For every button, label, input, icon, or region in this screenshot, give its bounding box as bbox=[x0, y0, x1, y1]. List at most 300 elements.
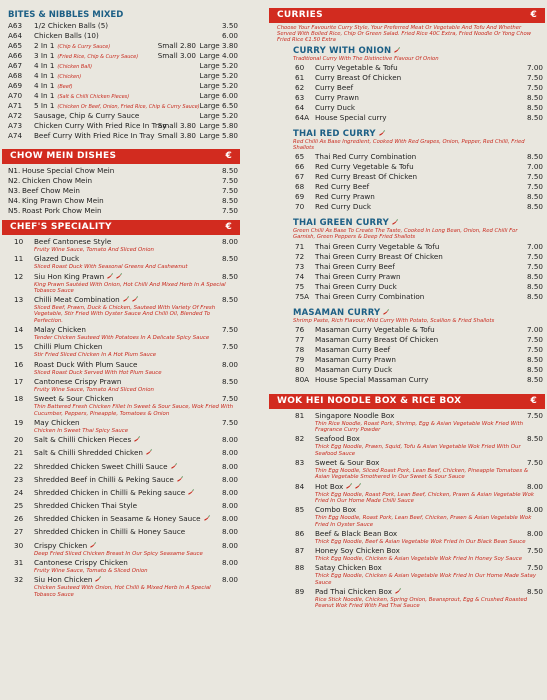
item-name: Roast Pork Chow Mein bbox=[22, 206, 102, 215]
menu-item bbox=[14, 475, 240, 485]
item-code: A70 bbox=[8, 91, 23, 100]
item-code: 66 bbox=[295, 162, 305, 172]
item-name: Cantonese Crispy Chicken bbox=[34, 557, 128, 567]
menu-item bbox=[295, 252, 545, 262]
item-code: 80 bbox=[295, 364, 305, 374]
menu-item bbox=[14, 501, 240, 511]
item-code: 70 bbox=[295, 202, 305, 212]
menu-item bbox=[14, 254, 240, 264]
item-name: Salt & Chilli Shredded Chicken bbox=[34, 448, 152, 458]
item-price: 8.00 bbox=[221, 237, 238, 246]
menu-item bbox=[295, 434, 545, 444]
item-code: 80A bbox=[295, 374, 310, 384]
item-price: 8.00 bbox=[221, 474, 238, 484]
menu-item bbox=[295, 292, 545, 302]
item-price: Large 6.50 bbox=[199, 101, 238, 110]
item-code: 30 bbox=[14, 540, 24, 550]
item-code: 22 bbox=[14, 461, 24, 471]
menu-item bbox=[14, 527, 240, 537]
section-description: Shrimp Paste, Rich Flavour, Mild Curry With Potato, Scallion & Fried Shallots bbox=[293, 317, 495, 324]
section-description: Green Chilli As Base To Create The Taste, Cooked In Long Bean, Onion, Red Chilli For Garnish, Green Peppers & Deep Fried Shallots bbox=[293, 228, 518, 241]
item-name: Salt & Chilli Chicken Pieces bbox=[34, 435, 140, 445]
item-name: Thai Green Curry Beef bbox=[315, 261, 395, 271]
menu-entry bbox=[14, 435, 240, 445]
wok-hei-band bbox=[269, 394, 545, 409]
item-name: Beef Chow Mein bbox=[22, 186, 80, 195]
menu-item bbox=[8, 31, 240, 41]
item-description: Sliced Roast Duck Served With Hot Plum Sauce bbox=[34, 369, 162, 376]
item-code: A69 bbox=[8, 81, 23, 90]
item-name: Curry Beef bbox=[315, 82, 354, 92]
menu-item bbox=[14, 377, 240, 387]
menu-entry bbox=[295, 505, 545, 528]
item-price: 8.50 bbox=[221, 295, 238, 305]
menu-item bbox=[14, 272, 240, 282]
item-code: 27 bbox=[14, 527, 24, 537]
item-price: 8.50 bbox=[526, 434, 543, 444]
bites-list bbox=[2, 21, 240, 141]
menu-item bbox=[295, 529, 545, 539]
item-description: Thick Egg Noodle, Chicken & Asian Vegetable Wok Fried In Our Home Made Satay Sauce bbox=[315, 573, 537, 586]
item-name: Red Curry Prawn bbox=[315, 192, 375, 202]
item-price: 7.50 bbox=[526, 410, 543, 420]
item-inline-note: (Beef) bbox=[57, 84, 73, 90]
item-description: Thin Egg Noodle, Roast Pork, Lean Beef, Chicken, Prawn & Asian Vegetable Wok Fried In Oyster Sauce bbox=[315, 515, 532, 528]
small-price: Small 2.80 bbox=[157, 41, 196, 50]
menu-entry bbox=[14, 501, 240, 511]
item-code: 87 bbox=[295, 546, 305, 556]
euro-sign: € bbox=[225, 222, 232, 232]
menu-entry bbox=[14, 448, 240, 458]
item-code: 82 bbox=[295, 434, 305, 444]
item-code: 64 bbox=[295, 102, 305, 112]
item-code: 19 bbox=[14, 417, 24, 427]
item-code: 84 bbox=[295, 481, 305, 491]
item-name: Red Curry Beef bbox=[315, 182, 370, 192]
item-code: A65 bbox=[8, 41, 23, 50]
item-price: 7.50 bbox=[526, 82, 543, 92]
menu-item bbox=[295, 152, 545, 162]
menu-item bbox=[295, 587, 545, 597]
section-title-text: THAI GREEN CURRY bbox=[293, 218, 389, 229]
item-price: 8.00 bbox=[526, 528, 543, 538]
item-code: 73 bbox=[295, 261, 305, 271]
item-name: Thai Green Curry Breast Of Chicken bbox=[315, 251, 443, 261]
item-price: 6.00 bbox=[221, 31, 238, 40]
item-inline-note: (Chip & Curry Sauce) bbox=[57, 44, 111, 50]
chili-pepper-icon bbox=[176, 476, 183, 483]
item-price: 8.50 bbox=[221, 376, 238, 386]
item-price: 3.50 bbox=[221, 21, 238, 30]
item-name: Thai Red Curry Combination bbox=[315, 152, 417, 162]
euro-sign: € bbox=[225, 151, 232, 161]
item-name: May Chicken bbox=[34, 417, 80, 427]
chili-pepper-icon bbox=[203, 515, 210, 522]
item-code: A73 bbox=[8, 121, 23, 130]
menu-item bbox=[14, 541, 240, 551]
item-name: 4 In 1 (Chicken Ball) bbox=[34, 61, 93, 70]
item-price: 8.00 bbox=[221, 487, 238, 497]
item-name: 5 In 1 (Chicken Or Beef, Onion, Fried Rice, Chip & Curry Sauce) bbox=[34, 101, 200, 110]
item-name: Cantonese Crispy Prawn bbox=[34, 376, 122, 386]
chefs-speciality-band-title: CHEF'S SPECIALITY bbox=[10, 222, 112, 232]
item-price: Large 6.00 bbox=[199, 91, 238, 100]
item-price: Large 5.20 bbox=[199, 81, 238, 90]
item-name: Chicken Curry With Fried Rice In Tray bbox=[34, 121, 167, 130]
euro-sign: € bbox=[530, 10, 537, 20]
item-price: 7.50 bbox=[221, 325, 238, 335]
chili-pepper-icon bbox=[354, 483, 361, 490]
chefs-speciality-band bbox=[2, 220, 240, 235]
chili-pepper-icon bbox=[106, 273, 113, 280]
item-code: 69 bbox=[295, 192, 305, 202]
item-name: Siu Hon King Prawn bbox=[34, 272, 122, 282]
menu-item bbox=[14, 394, 240, 404]
item-code: 85 bbox=[295, 505, 305, 515]
item-price: 8.50 bbox=[221, 196, 238, 205]
menu-entry bbox=[295, 482, 545, 505]
menu-item bbox=[14, 462, 240, 472]
item-name: Red Curry Breast Of Chicken bbox=[315, 172, 418, 182]
menu-entry bbox=[14, 342, 240, 358]
item-price: 7.50 bbox=[221, 394, 238, 404]
chili-pepper-icon bbox=[394, 588, 401, 595]
item-code: 14 bbox=[14, 325, 24, 335]
small-price: Small 3.00 bbox=[157, 51, 196, 60]
chili-pepper-icon bbox=[345, 483, 352, 490]
item-code: N3. bbox=[8, 186, 21, 195]
menu-item bbox=[14, 448, 240, 458]
item-name: Masaman Curry Beef bbox=[315, 344, 391, 354]
menu-entry bbox=[295, 563, 545, 586]
item-name: Shredded Chicken in Chilli & Peking sauce bbox=[34, 488, 194, 498]
menu-entry bbox=[14, 475, 240, 485]
item-name: Pad Thai Chicken Box bbox=[315, 587, 401, 597]
item-price: 7.00 bbox=[526, 241, 543, 251]
chili-pepper-icon bbox=[187, 489, 194, 496]
item-price: 8.50 bbox=[526, 202, 543, 212]
item-code: 77 bbox=[295, 334, 305, 344]
item-name: Chilli Plum Chicken bbox=[34, 342, 103, 352]
item-price: 8.50 bbox=[526, 102, 543, 112]
item-name: Sweet & Sour Box bbox=[315, 458, 380, 468]
item-price: 8.50 bbox=[526, 364, 543, 374]
item-code: A68 bbox=[8, 71, 23, 80]
item-price: 7.50 bbox=[526, 344, 543, 354]
menu-item bbox=[14, 514, 240, 524]
item-price: 8.50 bbox=[526, 92, 543, 102]
item-price: 8.50 bbox=[526, 586, 543, 596]
item-description: Chicken In Sweet Thai Spicy Sauce bbox=[34, 427, 129, 434]
item-description: Stir Fried Sliced Chicken In A Hot Plum Sauce bbox=[34, 352, 157, 359]
wok-hei-list bbox=[269, 409, 545, 610]
section-description: Red Chilli As Base Ingredient, Cooked With Red Grapes, Onion, Pepper, Red Chilli, Fried Shallots bbox=[293, 138, 525, 152]
item-name: Thai Green Curry Combination bbox=[315, 291, 425, 301]
item-price: 8.00 bbox=[221, 435, 238, 445]
menu-item bbox=[295, 202, 545, 212]
item-description: Thick Egg Noodle, Prawn, Squid, Tofu & Asian Vegetable Wok Fried With Our Seafood Sauce bbox=[315, 444, 521, 457]
item-code: 75A bbox=[295, 291, 310, 301]
item-code: 76 bbox=[295, 324, 305, 334]
chili-pepper-icon bbox=[89, 542, 96, 549]
item-price: Large 3.80 bbox=[199, 41, 238, 50]
item-inline-note: (Chicken Or Beef, Onion, Fried Rice, Chip & Curry Sauce) bbox=[57, 104, 200, 110]
menu-item bbox=[295, 546, 545, 556]
menu-item bbox=[8, 186, 240, 196]
menu-item bbox=[295, 482, 545, 492]
item-price: 7.50 bbox=[221, 206, 238, 215]
menu-item bbox=[8, 206, 240, 216]
chili-pepper-icon bbox=[94, 576, 101, 583]
item-code: 86 bbox=[295, 528, 305, 538]
item-price: 7.50 bbox=[526, 261, 543, 271]
item-name: Thai Green Curry Prawn bbox=[315, 271, 401, 281]
menu-item bbox=[8, 21, 240, 31]
item-price: Large 4.00 bbox=[199, 51, 238, 60]
menu-entry bbox=[295, 434, 545, 457]
item-price: 8.00 bbox=[526, 505, 543, 515]
item-code: 81 bbox=[295, 410, 305, 420]
item-code: 26 bbox=[14, 514, 24, 524]
item-code: 20 bbox=[14, 435, 24, 445]
chili-pepper-icon bbox=[133, 436, 140, 443]
item-code: 13 bbox=[14, 295, 24, 305]
item-price: 8.00 bbox=[221, 527, 238, 537]
item-name: Crispy Chicken bbox=[34, 541, 96, 551]
menu-item bbox=[295, 262, 545, 272]
item-name: House Special Massaman Curry bbox=[315, 374, 429, 384]
menu-item bbox=[8, 131, 240, 141]
menu-item bbox=[14, 418, 240, 428]
item-name: 4 In 1 (Chicken) bbox=[34, 71, 82, 80]
menu-item bbox=[295, 83, 545, 93]
item-code: 25 bbox=[14, 501, 24, 511]
item-description: Thick Egg Noodle, Beef & Asian Vegetable Wok Fried In Our Black Bean Sauce bbox=[315, 538, 526, 545]
item-code: N1. bbox=[8, 166, 21, 175]
menu-entry bbox=[295, 411, 545, 434]
item-description: Sliced Roast Duck With Seasonal Greens And Cashewnut bbox=[34, 264, 188, 271]
item-price: 8.00 bbox=[221, 514, 238, 524]
item-code: 23 bbox=[14, 474, 24, 484]
menu-item bbox=[14, 360, 240, 370]
item-code: A66 bbox=[8, 51, 23, 60]
item-name: 4 In 1 (Beef) bbox=[34, 81, 73, 90]
item-name: Masaman Curry Breast Of Chicken bbox=[315, 334, 439, 344]
item-code: N5. bbox=[8, 206, 21, 215]
chili-pepper-icon bbox=[145, 449, 152, 456]
item-name: Singapore Noodle Box bbox=[315, 410, 395, 420]
small-price: Small 3.80 bbox=[157, 121, 196, 130]
item-price: 7.50 bbox=[526, 72, 543, 82]
item-price: 7.50 bbox=[221, 342, 238, 352]
section-title-text: MASAMAN CURRY bbox=[293, 307, 381, 318]
right-column bbox=[269, 0, 545, 611]
item-code: 12 bbox=[14, 271, 24, 281]
item-code: A67 bbox=[8, 61, 23, 70]
item-price: 8.00 bbox=[221, 575, 238, 585]
menu-item bbox=[14, 295, 240, 305]
chili-pepper-icon bbox=[382, 309, 389, 316]
item-name: Siu Hon Chicken bbox=[34, 575, 101, 585]
chili-pepper-icon bbox=[170, 463, 177, 470]
item-name: Sweet & Sour Chicken bbox=[34, 394, 114, 404]
menu-item bbox=[8, 91, 240, 101]
chefs-list bbox=[2, 235, 240, 598]
menu-entry bbox=[14, 254, 240, 270]
chili-pepper-icon bbox=[391, 219, 398, 226]
item-name: Seafood Box bbox=[315, 434, 360, 444]
item-name: House Special curry bbox=[315, 112, 387, 122]
menu-item bbox=[14, 325, 240, 335]
item-name: King Prawn Chow Mein bbox=[22, 196, 104, 205]
menu-item bbox=[295, 242, 545, 252]
item-price: 8.00 bbox=[526, 481, 543, 491]
item-description: Rice Stick Noodle, Chicken, Spring Onion, Beansprout, Egg & Crushed Roasted Peanut Wok Fried With Pad Thai Sauce bbox=[315, 596, 528, 610]
item-price: Large 5.20 bbox=[199, 61, 238, 70]
item-price: 8.00 bbox=[221, 540, 238, 550]
section-title-text: THAI RED CURRY bbox=[293, 128, 376, 139]
item-description: Fruity Wine Sauce, Tomato And Sliced Onion bbox=[34, 386, 154, 393]
item-code: 10 bbox=[14, 237, 24, 246]
item-description: Thick Egg Noodle, Roast Pork, Lean Beef, Chicken, Prawn & Asian Vegetable Wok Fried In Our Home Made Chilli Sauce bbox=[315, 491, 534, 504]
menu-item bbox=[295, 335, 545, 345]
item-code: 72 bbox=[295, 251, 305, 261]
item-name: 1/2 Chicken Balls (5) bbox=[34, 21, 109, 30]
menu-item bbox=[295, 458, 545, 468]
item-name: Chicken Balls (10) bbox=[34, 31, 99, 40]
menu-item bbox=[295, 345, 545, 355]
menu-entry bbox=[14, 462, 240, 472]
menu-entry bbox=[14, 514, 240, 524]
item-price: Large 5.80 bbox=[199, 131, 238, 140]
menu-item bbox=[295, 411, 545, 421]
item-price: 7.00 bbox=[526, 162, 543, 172]
menu-item bbox=[14, 575, 240, 585]
item-code: 83 bbox=[295, 458, 305, 468]
item-name: Shredded Chicken in Chilli & Honey Sauce bbox=[34, 527, 186, 537]
menu-item bbox=[295, 282, 545, 292]
chow-mein-band bbox=[2, 149, 240, 164]
curry-list bbox=[269, 242, 545, 302]
item-name: Red Curry Duck bbox=[315, 202, 372, 212]
menu-item bbox=[295, 93, 545, 103]
chow-mein-list bbox=[2, 164, 240, 216]
item-code: 21 bbox=[14, 448, 24, 458]
item-price: 8.50 bbox=[221, 254, 238, 264]
item-code: A63 bbox=[8, 21, 23, 30]
menu-item bbox=[8, 196, 240, 206]
menu-entry bbox=[14, 394, 240, 417]
menu-entry bbox=[14, 377, 240, 393]
item-name: Sausage, Chip & Curry Sauce bbox=[34, 111, 140, 120]
item-name: Curry Breast Of Chicken bbox=[315, 72, 402, 82]
chili-pepper-icon bbox=[378, 130, 385, 137]
menu-entry bbox=[295, 529, 545, 545]
section-title-text: CURRY WITH ONION bbox=[293, 45, 392, 56]
item-price: 8.50 bbox=[526, 281, 543, 291]
menu-entry bbox=[295, 587, 545, 610]
item-name: 2 In 1 (Chip & Curry Sauce) bbox=[34, 41, 111, 50]
item-name: Hot Box bbox=[315, 482, 361, 492]
item-price: 7.50 bbox=[526, 172, 543, 182]
item-price: Large 5.80 bbox=[199, 121, 238, 130]
curries-band-title: CURRIES bbox=[277, 10, 323, 20]
curry-list bbox=[269, 63, 545, 123]
item-name: Masaman Curry Duck bbox=[315, 364, 393, 374]
item-inline-note: (Fried Rice, Chip & Curry Sauce) bbox=[57, 54, 139, 60]
item-inline-note: (Chicken) bbox=[57, 74, 82, 80]
item-code: A64 bbox=[8, 31, 23, 40]
curry-list bbox=[269, 325, 545, 385]
chili-pepper-icon bbox=[131, 296, 138, 303]
item-description: Chicken Sauteed With Onion, Hot Chilli & Mixed Herb In A Special Tobasco Sauce bbox=[34, 585, 211, 598]
item-price: 8.50 bbox=[526, 271, 543, 281]
menu-entry bbox=[14, 237, 240, 253]
item-price: Large 5.20 bbox=[199, 111, 238, 120]
item-name: Chilli Meat Combination bbox=[34, 295, 138, 305]
item-code: 60 bbox=[295, 62, 305, 72]
menu-item bbox=[8, 61, 240, 71]
euro-sign: € bbox=[530, 395, 537, 406]
item-price: 7.50 bbox=[526, 458, 543, 468]
item-price: 8.00 bbox=[221, 461, 238, 471]
menu-item bbox=[8, 176, 240, 186]
item-name: Combo Box bbox=[315, 505, 357, 515]
item-name: Red Curry Vegetable & Tofu bbox=[315, 162, 414, 172]
item-description: Sliced Beef, Prawn, Duck & Chicken, Sauteed With Variety Of Fresh Vegetable, Stir Fried With Oyster Sauce And Chilli Oil, Blended To Perfection. bbox=[34, 305, 216, 324]
menu-item bbox=[295, 63, 545, 73]
item-name: Masaman Curry Vegetable & Tofu bbox=[315, 324, 435, 334]
item-description: Fruity Wine Sauce, Tomato & Sliced Onion bbox=[34, 567, 148, 574]
item-description: Thin Battered Fresh Chicken Fillet In Sweet & Sour Sauce, Wok Fried With Cucumber, Peppers, Pineapple, Tomatoes & Onion bbox=[34, 404, 234, 417]
menu-item bbox=[295, 355, 545, 365]
item-price: 8.00 bbox=[221, 448, 238, 458]
item-code: N4. bbox=[8, 196, 21, 205]
menu-item bbox=[295, 103, 545, 113]
item-description: Deep Fried Sliced Chicken Breast In Our Spicy Seasame Sauce bbox=[34, 550, 203, 557]
item-code: A71 bbox=[8, 101, 23, 110]
menu-item bbox=[295, 505, 545, 515]
item-code: 64A bbox=[295, 112, 310, 122]
item-name: Chicken Chow Mein bbox=[22, 176, 93, 185]
menu-item bbox=[295, 73, 545, 83]
item-name: Curry Duck bbox=[315, 102, 356, 112]
menu-entry bbox=[295, 458, 545, 481]
menu-item bbox=[295, 325, 545, 335]
menu-entry bbox=[14, 295, 240, 324]
item-code: 74 bbox=[295, 271, 305, 281]
item-code: 11 bbox=[14, 254, 24, 264]
menu-item bbox=[8, 81, 240, 91]
item-inline-note: (Chicken Ball) bbox=[57, 64, 93, 70]
item-name: Beef Curry With Fried Rice In Tray bbox=[34, 131, 155, 140]
item-name: Shredded Chicken Sweet Chilli Sauce bbox=[34, 462, 177, 472]
menu-item bbox=[8, 121, 240, 131]
menu-item bbox=[8, 51, 240, 61]
item-code: 78 bbox=[295, 344, 305, 354]
chili-pepper-icon bbox=[393, 47, 400, 54]
item-price: 7.50 bbox=[526, 182, 543, 192]
item-price: Large 5.20 bbox=[199, 71, 238, 80]
item-code: 68 bbox=[295, 182, 305, 192]
item-price: 7.50 bbox=[221, 186, 238, 195]
item-name: Beef & Black Bean Box bbox=[315, 528, 398, 538]
menu-entry bbox=[14, 527, 240, 537]
menu-item bbox=[14, 435, 240, 445]
menu-item bbox=[8, 101, 240, 111]
item-name: Malay Chicken bbox=[34, 325, 86, 335]
chili-pepper-icon bbox=[115, 273, 122, 280]
